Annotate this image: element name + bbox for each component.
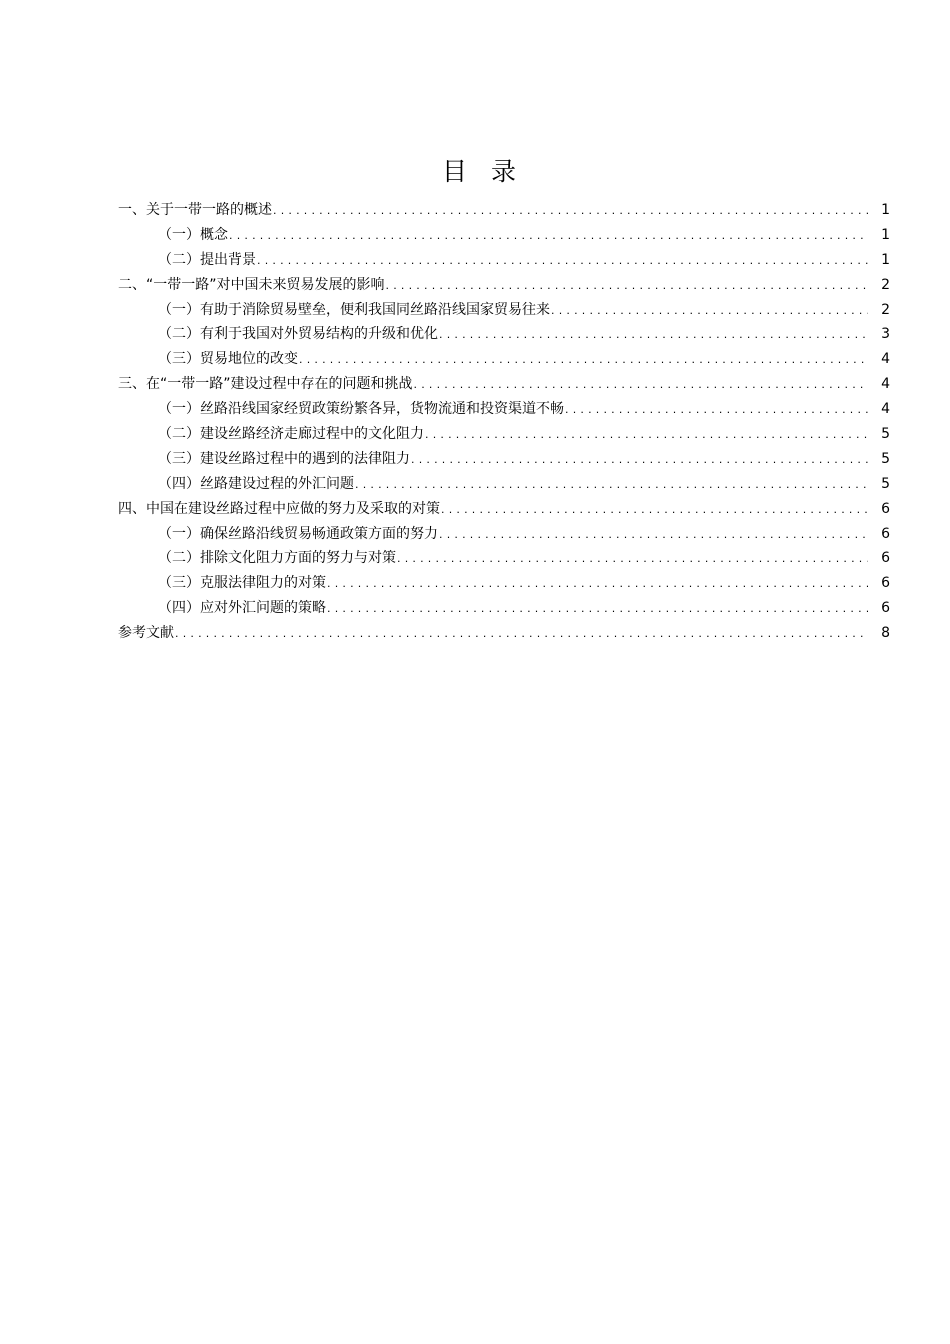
toc-entry-1-1[interactable] — [118, 223, 890, 248]
toc-entry-4-4[interactable] — [118, 596, 890, 621]
toc-entry-page: 5 — [881, 450, 890, 467]
toc-entry-page: 6 — [881, 575, 890, 592]
toc-entry-2-2[interactable] — [118, 322, 890, 347]
toc-entry-text: （一）丝路沿线国家经贸政策纷繁各异，货物流通和投资渠道不畅 — [158, 401, 564, 418]
toc-entry-page: 1 — [881, 251, 890, 268]
toc-entry-text: （四）丝路建设过程的外汇问题 — [158, 475, 354, 492]
toc-entry-4-1[interactable] — [118, 522, 890, 547]
toc-entry-text: （一）概念 — [158, 226, 228, 243]
dot-leader — [175, 622, 868, 647]
dot-leader — [397, 547, 868, 572]
toc-entry-1-2[interactable] — [118, 248, 890, 273]
toc-list — [118, 198, 890, 646]
dot-leader — [425, 423, 868, 448]
toc-entry-2[interactable] — [118, 273, 890, 298]
toc-entry-3-4[interactable] — [118, 472, 890, 497]
dot-leader — [229, 224, 868, 249]
toc-entry-text: （一）确保丝路沿线贸易畅通政策方面的努力 — [158, 525, 438, 542]
toc-entry-page: 4 — [881, 401, 890, 418]
toc-entry-text: （二）有利于我国对外贸易结构的升级和优化 — [158, 326, 438, 343]
dot-leader — [439, 323, 868, 348]
toc-entry-3-2[interactable] — [118, 422, 890, 447]
toc-entry-2-1[interactable] — [118, 298, 890, 323]
toc-entry-1[interactable] — [118, 198, 890, 223]
toc-entry-page: 6 — [881, 600, 890, 617]
toc-entry-page: 5 — [881, 475, 890, 492]
toc-entry-page: 6 — [881, 500, 890, 517]
dot-leader — [327, 597, 868, 622]
dot-leader — [439, 523, 868, 548]
dot-leader — [327, 572, 868, 597]
toc-entry-text: （三）克服法律阻力的对策 — [158, 575, 326, 592]
dot-leader — [551, 299, 868, 324]
dot-leader — [299, 348, 868, 373]
dot-leader — [565, 398, 868, 423]
dot-leader — [273, 199, 868, 224]
toc-entry-text: （二）提出背景 — [158, 251, 256, 268]
toc-title: 目 录 — [442, 157, 524, 186]
dot-leader — [441, 498, 868, 523]
toc-entry-3-1[interactable] — [118, 397, 890, 422]
dot-leader — [414, 373, 868, 398]
toc-entry-text: 二、“一带一路”对中国未来贸易发展的影响 — [118, 276, 385, 293]
toc-entry-2-3[interactable] — [118, 347, 890, 372]
toc-entry-4[interactable] — [118, 497, 890, 522]
toc-entry-text: 一、关于一带一路的概述 — [118, 202, 272, 218]
toc-entry-references[interactable] — [118, 621, 890, 646]
toc-entry-3-3[interactable] — [118, 447, 890, 472]
toc-entry-page: 1 — [881, 226, 890, 243]
dot-leader — [355, 473, 868, 498]
toc-entry-text: （三）贸易地位的改变 — [158, 351, 298, 368]
toc-entry-page: 2 — [881, 276, 890, 293]
toc-entry-4-3[interactable] — [118, 571, 890, 596]
toc-entry-4-2[interactable] — [118, 546, 890, 571]
dot-leader — [386, 274, 868, 299]
toc-entry-text: （二）建设丝路经济走廊过程中的文化阻力 — [158, 426, 424, 443]
toc-entry-page: 1 — [881, 202, 890, 218]
toc-entry-page: 6 — [881, 550, 890, 567]
toc-entry-text: （二）排除文化阻力方面的努力与对策 — [158, 550, 396, 567]
toc-entry-page: 5 — [881, 426, 890, 443]
toc-entry-page: 2 — [881, 301, 890, 318]
dot-leader — [411, 448, 868, 473]
toc-entry-page: 6 — [881, 525, 890, 542]
toc-entry-3[interactable] — [118, 372, 890, 397]
toc-entry-page: 3 — [881, 326, 890, 343]
toc-entry-text: 三、在“一带一路”建设过程中存在的问题和挑战 — [118, 376, 413, 393]
toc-entry-page: 4 — [881, 376, 890, 393]
toc-entry-text: （三）建设丝路过程中的遇到的法律阻力 — [158, 450, 410, 467]
toc-entry-text: 参考文献 — [118, 625, 174, 642]
toc-entry-page: 4 — [881, 351, 890, 368]
toc-entry-text: （四）应对外汇问题的策略 — [158, 600, 326, 617]
toc-entry-text: 四、中国在建设丝路过程中应做的努力及采取的对策 — [118, 500, 440, 517]
toc-entry-text: （一）有助于消除贸易壁垒，便利我国同丝路沿线国家贸易往来 — [158, 301, 550, 318]
toc-entry-page: 8 — [881, 625, 890, 642]
dot-leader — [257, 249, 868, 274]
